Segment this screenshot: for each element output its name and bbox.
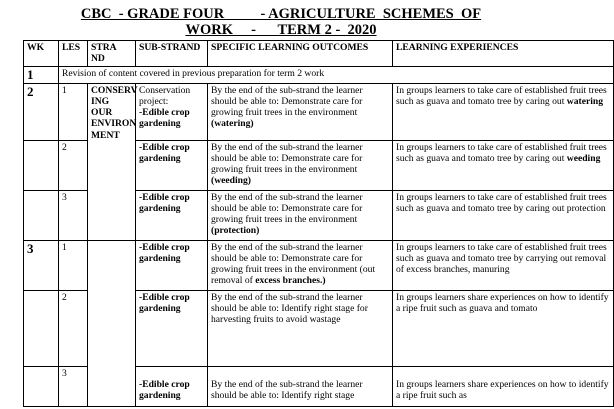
document-title-line1: CBC - GRADE FOUR - AGRICULTURE SCHEMES OF bbox=[80, 6, 482, 22]
strand-cell-empty bbox=[88, 240, 136, 406]
header-lesson: LES bbox=[59, 41, 88, 67]
sub-strand-cell: -Edible crop gardening bbox=[136, 240, 208, 290]
document-title-line2: WORK - TERM 2 - 2020 bbox=[185, 22, 377, 38]
lesson-cell: 1 bbox=[59, 240, 88, 290]
week-cell: 2 bbox=[24, 83, 59, 140]
sub-strand-cell: -Edible crop gardening bbox=[136, 140, 208, 190]
week-cell bbox=[24, 140, 59, 190]
strand-cell: CONSERV ING OUR ENVIRON MENT bbox=[88, 83, 136, 240]
experience-bold: weeding bbox=[566, 152, 601, 164]
table-row bbox=[24, 240, 614, 290]
experience-text: In groups learners to take care of established fruit trees such as guava and tomato tree by caring out bbox=[396, 84, 607, 107]
sub-strand-cell: -Edible crop gardening bbox=[136, 290, 208, 366]
sub-strand-cell: -Edible crop gardening bbox=[136, 190, 208, 240]
outcome-cell: By the end of the sub-strand the learner should be able to: Identify right stage bbox=[208, 366, 393, 406]
experience-cell bbox=[393, 140, 614, 190]
header-strand: STRA ND bbox=[88, 41, 136, 67]
outcome-text: By the end of the sub-strand the learner should be able to: Demonstrate care for growing fruit trees in the environment bbox=[211, 191, 363, 226]
schemes-table bbox=[23, 40, 614, 407]
sub-strand-prefix: Conservation project: bbox=[139, 84, 191, 107]
outcome-text: By the end of the sub-strand the learner should be able to: Demonstrate care for growing fruit trees in the environment bbox=[211, 84, 363, 119]
week-cell: 1 bbox=[24, 66, 59, 83]
outcome-cell: By the end of the sub-strand the learner should be able to: Identify right stage for harvesting fruits to avoid wastage bbox=[208, 290, 393, 366]
experience-cell: In groups learners to take care of established fruit trees such as guava and tomato tree by caring out protection bbox=[393, 190, 614, 240]
outcome-text: By the end of the sub-strand the learner should be able to: Demonstrate care for growing fruit trees in the environment bbox=[211, 141, 363, 176]
lesson-cell: 3 bbox=[59, 190, 88, 240]
outcome-cell bbox=[208, 83, 393, 140]
header-row bbox=[24, 41, 614, 67]
outcome-text: By the end of the sub-strand the learner should be able to: Demonstrate care for growing fruit trees in the environment (out removal of bbox=[211, 241, 376, 287]
outcome-bold: (protection) bbox=[211, 225, 260, 237]
experience-cell: In groups learners to take care of established fruit trees such as guava and tomato tree by carrying out removal of excess branches, manuring bbox=[393, 240, 614, 290]
outcome-cell bbox=[208, 240, 393, 290]
lesson-cell: 2 bbox=[59, 140, 88, 190]
week-cell bbox=[24, 366, 59, 406]
revision-row bbox=[24, 66, 614, 83]
outcome-bold: (weeding) bbox=[211, 175, 251, 187]
outcome-bold: (watering) bbox=[211, 118, 254, 130]
header-sub-strand: SUB-STRAND bbox=[136, 41, 208, 67]
outcome-bold: excess branches.) bbox=[255, 275, 326, 287]
experience-text: In groups learners to take care of established fruit trees such as guava and tomato tree by caring out bbox=[396, 141, 607, 164]
sub-strand-name: -Edible crop gardening bbox=[139, 107, 190, 130]
experience-bold: watering bbox=[566, 95, 604, 107]
experience-cell bbox=[393, 83, 614, 140]
header-experiences: LEARNING EXPERIENCES bbox=[393, 41, 614, 67]
week-cell bbox=[24, 290, 59, 366]
experience-cell: In groups learners share experiences on how to identify a ripe fruit such as bbox=[393, 366, 614, 406]
week-cell bbox=[24, 190, 59, 240]
week-cell: 3 bbox=[24, 240, 59, 290]
table-row bbox=[24, 83, 614, 140]
sub-strand-cell: -Edible crop gardening bbox=[136, 366, 208, 406]
sub-strand-cell bbox=[136, 83, 208, 140]
outcome-cell bbox=[208, 140, 393, 190]
lesson-cell: 2 bbox=[59, 290, 88, 366]
experience-cell: In groups learners share experiences on how to identify a ripe fruit such as guava and tomato bbox=[393, 290, 614, 366]
header-outcomes: SPECIFIC LEARNING OUTCOMES bbox=[208, 41, 393, 67]
outcome-cell bbox=[208, 190, 393, 240]
revision-text: Revision of content covered in previous preparation for term 2 work bbox=[59, 66, 614, 83]
lesson-cell: 3 bbox=[59, 366, 88, 406]
lesson-cell: 1 bbox=[59, 83, 88, 140]
header-week: WK bbox=[24, 41, 59, 67]
